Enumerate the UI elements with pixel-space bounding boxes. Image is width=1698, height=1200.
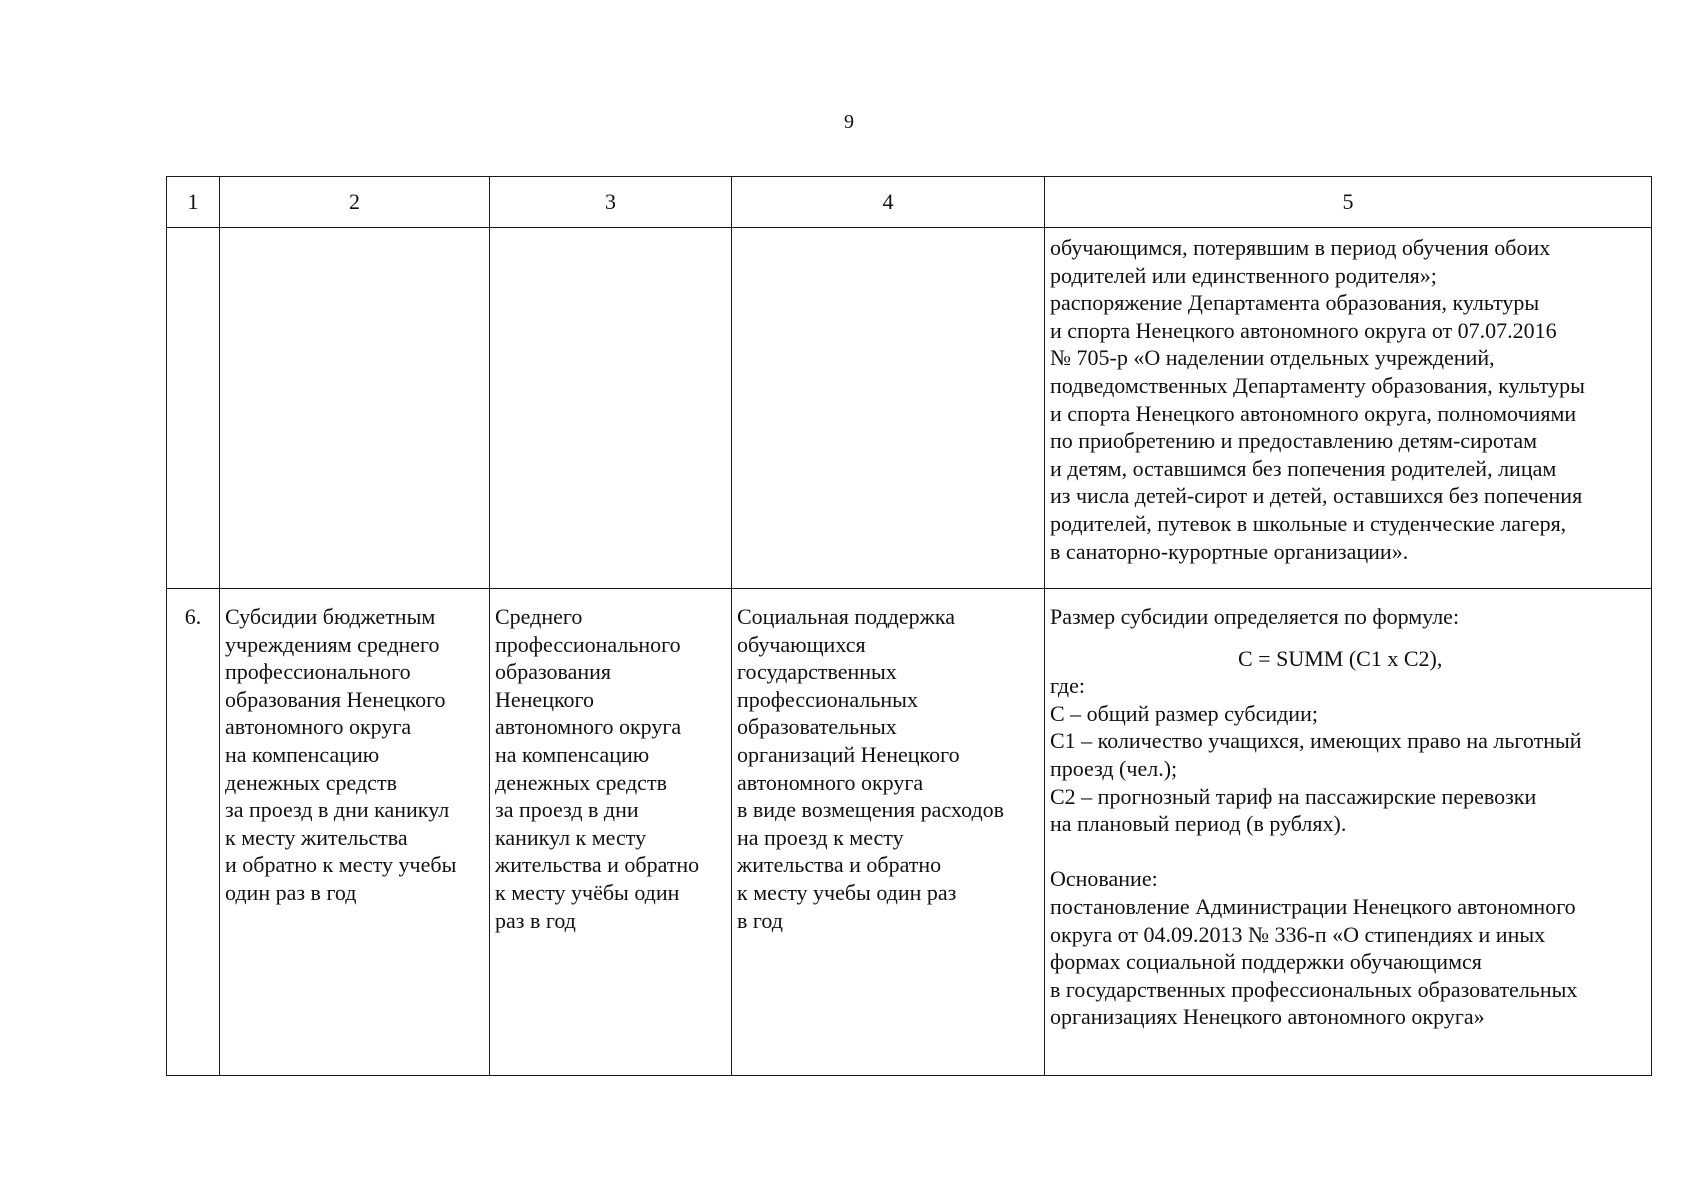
table-header-row (167, 177, 1652, 228)
column-header-3: 3 (490, 177, 732, 228)
cell-text-line: за проезд в дни каникул (225, 797, 450, 823)
basis-heading: Основание: (1050, 866, 1158, 892)
cell-text-line: в государственных профессиональных образовательных (1050, 976, 1578, 1002)
cell-text-line: и спорта Ненецкого автономного округа, полномочиями (1050, 400, 1577, 426)
formula-intro: Размер субсидии определяется по формуле: (1050, 604, 1460, 629)
cell-text-line: на проезд к месту (737, 824, 904, 850)
cell-text-line: проезд (чел.); (1050, 755, 1178, 781)
row6-cell-4 (732, 589, 1045, 1076)
cell-text-line: С1 – количество учащихся, имеющих право на льготный (1050, 728, 1582, 754)
row-number: 6. (167, 589, 220, 1076)
cell-text-line: по приобретению и предоставлению детям-сиротам (1050, 428, 1538, 454)
cell-text-line: учреждениям среднего (225, 631, 440, 657)
cell-text-line: Социальная поддержка (737, 604, 955, 629)
cell-text-line: постановление Администрации Ненецкого автономного (1050, 893, 1576, 919)
cell-text-line: обучающимся, потерявшим в период обучения обоих (1050, 235, 1551, 260)
cell-text-line: родителей, путевок в школьные и студенческие лагеря, (1050, 510, 1567, 536)
cell-text-line: в виде возмещения расходов (737, 797, 1005, 823)
formula: С = SUMM (С1 х С2), (1238, 645, 1443, 671)
table-row-6 (167, 589, 1652, 1076)
row6-cell-2 (220, 589, 490, 1076)
cell-text-line: на компенсацию (225, 741, 380, 767)
cell-text-line: где: (1050, 673, 1085, 699)
cell-text-line: денежных средств (225, 769, 397, 795)
continuation-cell-5 (1045, 228, 1652, 589)
page-number: 9 (844, 111, 854, 133)
cell-text-line: образования (495, 659, 612, 685)
cell-text-line: организаций Ненецкого (737, 741, 960, 767)
cell-text-line: № 705-р «О наделении отдельных учреждений, (1050, 345, 1495, 371)
cell-text-line: автономного округа (737, 769, 924, 795)
cell-text-line: жительства и обратно (495, 852, 700, 878)
continuation-cell-1 (167, 228, 220, 589)
cell-text-line: Среднего (495, 604, 583, 629)
cell-text-line: подведомственных Департаменту образования, культуры (1050, 372, 1585, 398)
row6-cell-5 (1045, 589, 1652, 1076)
cell-text-line: один раз в год (225, 879, 357, 905)
cell-text-line: за проезд в дни (495, 797, 639, 823)
continuation-cell-4 (732, 228, 1045, 589)
table-row-continuation (167, 228, 1652, 589)
column-header-4: 4 (732, 177, 1045, 228)
cell-text-line: раз в год (495, 907, 576, 933)
cell-text-line: обучающихся (737, 631, 866, 657)
cell-text-line: профессионального (225, 659, 411, 685)
cell-text-line: жительства и обратно (737, 852, 942, 878)
cell-text-line: и спорта Ненецкого автономного округа от 07.07.2016 (1050, 317, 1557, 343)
cell-text-line: родителей или единственного родителя»; (1050, 262, 1437, 288)
cell-text-line: к месту жительства (225, 824, 408, 850)
cell-text-line: автономного округа (225, 714, 412, 740)
document-table (166, 176, 1652, 1076)
paragraph-spacer (1050, 838, 1646, 866)
column-header-5: 5 (1045, 177, 1652, 228)
cell-text-line: автономного округа (495, 714, 682, 740)
cell-text-line: образовательных (737, 714, 897, 740)
cell-text-line: формах социальной поддержки обучающимся (1050, 949, 1482, 975)
cell-text-line: государственных (737, 659, 897, 685)
column-header-2: 2 (220, 177, 490, 228)
cell-text-line: Субсидии бюджетным (225, 604, 436, 629)
cell-text-line: в санаторно-курортные организации». (1050, 538, 1409, 564)
row6-cell-3 (490, 589, 732, 1076)
cell-text-line: в год (737, 907, 783, 933)
column-header-1: 1 (167, 177, 220, 228)
continuation-cell-2 (220, 228, 490, 589)
cell-text-line: С – общий размер субсидии; (1050, 700, 1318, 726)
cell-text-line: к месту учёбы один (495, 879, 680, 905)
cell-text-line: профессионального (495, 631, 681, 657)
continuation-cell-3 (490, 228, 732, 589)
cell-text-line: из числа детей-сирот и детей, оставшихся без попечения (1050, 483, 1583, 509)
cell-text-line: Ненецкого (495, 686, 595, 712)
cell-text-line: округа от 04.09.2013 № 336-п «О стипендиях и иных (1050, 921, 1546, 947)
cell-text-line: профессиональных (737, 686, 918, 712)
cell-text-line: и обратно к месту учебы (225, 852, 457, 878)
cell-text-line: денежных средств (495, 769, 667, 795)
cell-text-line: и детям, оставшимся без попечения родителей, лицам (1050, 455, 1557, 481)
cell-text-line: организациях Ненецкого автономного округа» (1050, 1004, 1485, 1030)
cell-text-line: С2 – прогнозный тариф на пассажирские перевозки (1050, 783, 1537, 809)
cell-text-line: на компенсацию (495, 741, 650, 767)
cell-text-line: каникул к месту (495, 824, 647, 850)
cell-text-line: к месту учебы один раз (737, 879, 957, 905)
cell-text-line: образования Ненецкого (225, 686, 446, 712)
cell-text-line: распоряжение Департамента образования, культуры (1050, 290, 1540, 316)
cell-text-line: на плановый период (в рублях). (1050, 811, 1347, 837)
